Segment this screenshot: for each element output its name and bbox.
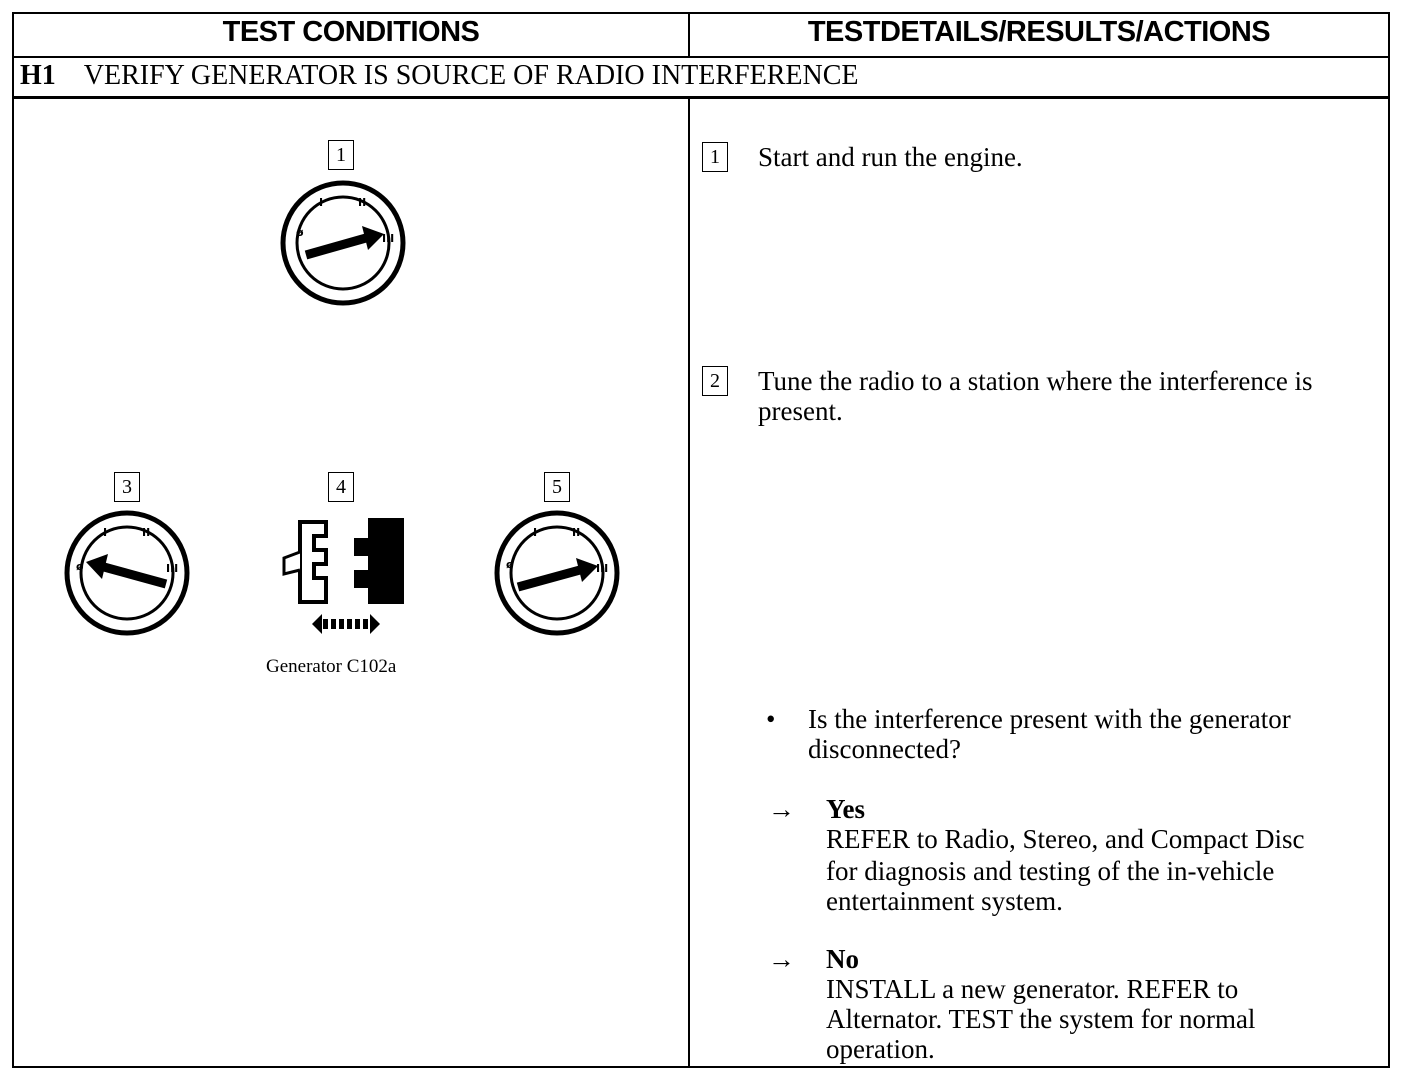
no-action-line-3: operation. <box>826 1034 935 1064</box>
svg-text:III: III <box>596 562 609 575</box>
ignition-switch-run-icon <box>492 508 622 638</box>
test-table <box>12 12 1390 1068</box>
yes-action-line-2: for diagnosis and testing of the in-vehicle <box>826 856 1275 886</box>
svg-text:ø: ø <box>76 560 84 573</box>
section-title: VERIFY GENERATOR IS SOURCE OF RADIO INTERFERENCE <box>83 60 859 91</box>
yes-label: Yes <box>826 794 865 824</box>
diagram-caption: Generator C102a <box>266 656 397 677</box>
diagram-step-4-label: 4 <box>328 472 354 502</box>
svg-text:ø: ø <box>506 558 514 571</box>
svg-text:I: I <box>533 526 538 539</box>
svg-text:III: III <box>166 562 179 575</box>
yes-arrow-icon: → <box>768 794 795 824</box>
svg-text:II: II <box>142 526 151 539</box>
step-1-number: 1 <box>702 142 728 172</box>
step-2-text-line-2: present. <box>758 396 843 426</box>
test-details-header: TESTDETAILS/RESULTS/ACTIONS <box>807 16 1271 48</box>
no-arrow-icon: → <box>768 944 795 974</box>
section-id: H1 <box>20 60 56 91</box>
no-action-line-2: Alternator. TEST the system for normal <box>826 1004 1256 1034</box>
question-bullet: • <box>766 704 776 734</box>
yes-action-line-3: entertainment system. <box>826 886 1063 916</box>
question-line-2: disconnected? <box>808 734 961 764</box>
yes-action-line-1: REFER to Radio, Stereo, and Compact Disc <box>826 824 1305 854</box>
connector-disconnect-icon <box>276 512 406 642</box>
svg-text:I: I <box>103 526 108 539</box>
diagram-step-5-label: 5 <box>544 472 570 502</box>
section-title-row <box>20 60 859 92</box>
section-divider <box>12 96 1390 99</box>
svg-text:III: III <box>382 232 395 245</box>
step-2-number: 2 <box>702 366 728 396</box>
ignition-switch-off-icon <box>62 508 192 638</box>
column-divider <box>688 98 690 1068</box>
svg-text:II: II <box>572 526 581 539</box>
step-2-text-line-1: Tune the radio to a station where the interference is <box>758 366 1313 396</box>
svg-text:II: II <box>358 196 367 209</box>
step-1-text: Start and run the engine. <box>758 142 1023 172</box>
ignition-switch-run-icon <box>278 178 408 308</box>
test-conditions-header: TEST CONDITIONS <box>222 16 480 48</box>
no-action-line-1: INSTALL a new generator. REFER to <box>826 974 1239 1004</box>
diagram-step-1-label: 1 <box>328 140 354 170</box>
svg-text:ø: ø <box>296 226 304 239</box>
no-label: No <box>826 944 859 974</box>
diagram-step-3-label: 3 <box>114 472 140 502</box>
question-line-1: Is the interference present with the generator <box>808 704 1291 734</box>
svg-text:I: I <box>319 196 324 209</box>
header-divider <box>12 56 1390 58</box>
